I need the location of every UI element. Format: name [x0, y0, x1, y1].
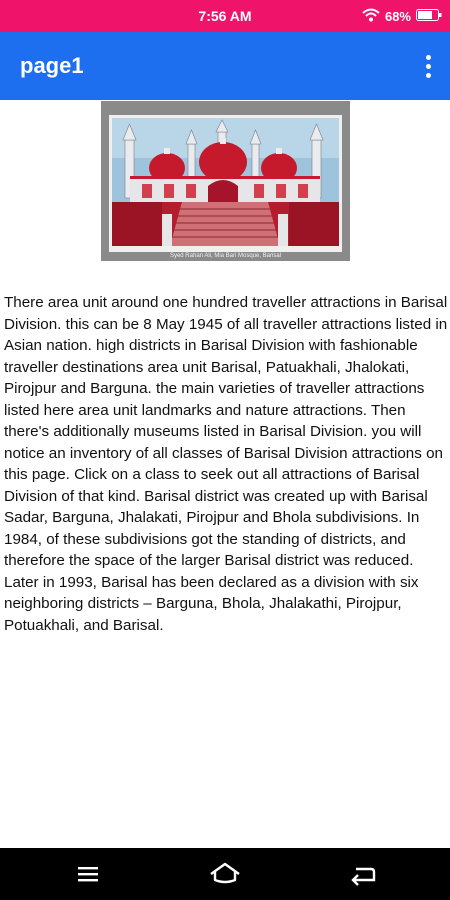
- page-title: page1: [20, 53, 84, 78]
- home-icon[interactable]: [205, 858, 245, 890]
- photo-caption: Syed Rahan Ali, Mia Bari Mosque, Barisal: [169, 253, 282, 259]
- battery-percent: 68%: [384, 8, 411, 24]
- wifi-icon: [362, 8, 380, 25]
- app-bar: [0, 32, 450, 100]
- photo-border: [109, 115, 342, 252]
- back-icon[interactable]: [342, 858, 382, 890]
- battery-icon: [416, 9, 442, 24]
- status-bar: [0, 0, 450, 32]
- mosque-image: [112, 118, 339, 246]
- description-text: There area unit around one hundred traveller attractions in Barisal Division. this can be 8 May 1945 of all traveller attractions listed in Asian nation. high districts in Barisal Division with fashionable traveller destinations area unit Barisal, Patuakhali, Jhalokati, Pirojpur and Barguna. the main varieties of traveller attractions listed here area unit landmarks and nature attractions. Then there's additionally museums listed in Barisal Division. you will notice an inventory of all classes of Barisal Division attractions on this page. Click on a class to seek out all attractions of Barisal Division of that kind. Barisal district was created up with Barisal Sadar, Barguna, Jhalakati, Pirojpur and Bhola subdivisions. In 1984, of these subdivisions got the standing of districts, and therefore the space of the larger Barisal district was reduced. Later in 1993, Barisal has been declared as a division with six neighboring districts – Barguna, Bhola, Jhalakathi, Pirojpur, Potuakhali, and Barisal.: [4, 294, 448, 634]
- status-time: 7:56 AM: [198, 8, 252, 24]
- more-vert-icon[interactable]: [416, 50, 440, 82]
- mosque-photo: [101, 101, 350, 261]
- navigation-bar: [0, 848, 450, 900]
- status-icons: [362, 0, 442, 32]
- menu-icon[interactable]: [68, 858, 108, 890]
